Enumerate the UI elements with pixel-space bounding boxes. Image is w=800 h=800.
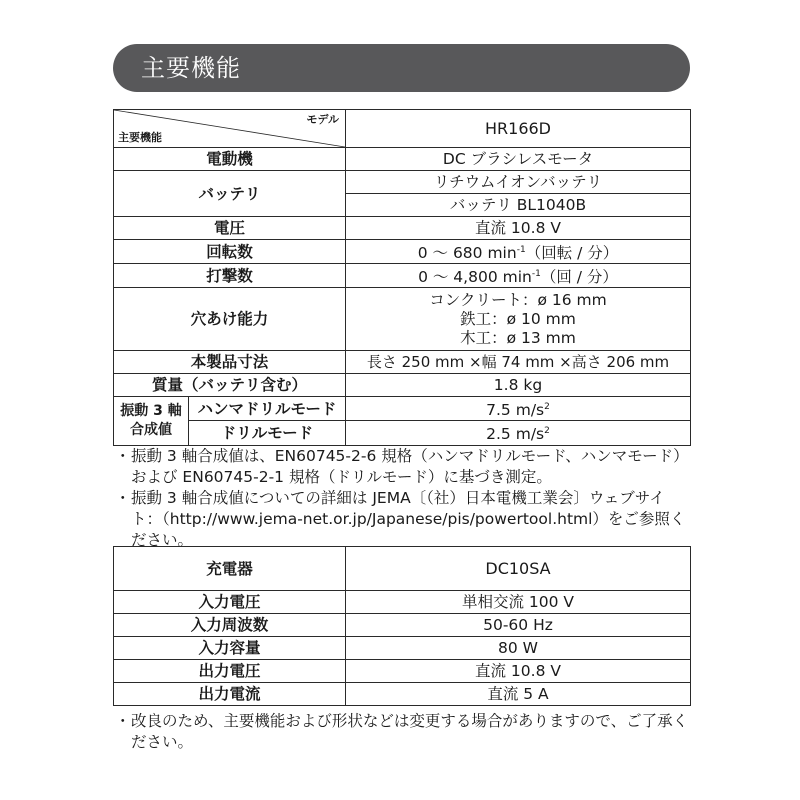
header-feature-label: 主要機能: [118, 131, 162, 144]
spec-header-diagonal-cell: [114, 110, 346, 148]
charger-header-label: 充電器: [114, 547, 346, 591]
note-text: 改良のため、主要機能および形状などは変更する場合がありますので、ご了承ください。: [131, 712, 689, 751]
impact-value-exponent: -1: [531, 269, 541, 280]
weight-label: 質量（バッテリ含む）: [114, 374, 346, 397]
vibration-group-label-line1: 振動 3 軸: [120, 402, 182, 419]
drill-vibration-value: [346, 421, 691, 445]
charger-table: [113, 546, 691, 706]
impact-label: 打撃数: [114, 264, 346, 288]
spec-row-voltage: [114, 217, 691, 240]
battery-value-model: バッテリ BL1040B: [346, 194, 691, 217]
drill-mode-label: ドリルモード: [189, 421, 346, 445]
voltage-value: 直流 10.8 V: [346, 217, 691, 240]
spec-row-weight: [114, 374, 691, 397]
charger-output-current-value: 直流 5 A: [346, 683, 691, 706]
charger-output-voltage-value: 直流 10.8 V: [346, 660, 691, 683]
spec-row-dimensions: [114, 351, 691, 374]
charger-row: [114, 683, 691, 706]
spec-header-row: [114, 110, 691, 148]
drilling-steel: 鉄工：ø 10 mm: [460, 309, 576, 328]
spec-row-drilling: [114, 288, 691, 351]
spec-row-vibration-hammer-drill: [114, 397, 691, 421]
header-model-label: モデル: [306, 113, 339, 126]
drill-vibration-exponent: 2: [544, 426, 550, 437]
charger-input-voltage-label: 入力電圧: [114, 591, 346, 614]
charger-header-row: [114, 547, 691, 591]
note-item: [113, 711, 693, 753]
hammer-drill-vibration-value: [346, 397, 691, 421]
note-bullet: ・: [115, 447, 131, 465]
spec-table: [113, 109, 691, 446]
vibration-group-label: [114, 397, 189, 445]
rpm-value-unit-note: （回転 / 分）: [525, 244, 619, 263]
weight-value: 1.8 kg: [346, 374, 691, 397]
charger-model: DC10SA: [346, 547, 691, 591]
hammer-drill-vibration-exponent: 2: [544, 402, 550, 413]
charger-input-capacity-value: 80 W: [346, 637, 691, 660]
section-title: 主要機能: [141, 54, 241, 82]
charger-output-current-label: 出力電流: [114, 683, 346, 706]
spec-row-rpm: [114, 240, 691, 264]
spec-row-motor: [114, 148, 691, 171]
drilling-wood: 木工：ø 13 mm: [460, 328, 576, 347]
note-item: [113, 488, 693, 551]
spec-row-battery: [114, 171, 691, 194]
note-bullet: ・: [115, 489, 131, 507]
charger-input-frequency-label: 入力周波数: [114, 614, 346, 637]
section-title-bar: [113, 44, 690, 92]
note-bullet: ・: [115, 712, 131, 730]
note-text: 振動 3 軸合成値は、EN60745-2-6 規格（ハンマドリルモード、ハンマモード）および EN60745-2-1 規格（ドリルモード）に基づき測定。: [131, 447, 689, 486]
motor-value: DC ブラシレスモータ: [346, 148, 691, 171]
hammer-drill-mode-label: ハンマドリルモード: [189, 397, 346, 421]
drilling-value: [346, 288, 691, 351]
rpm-value-exponent: -1: [516, 245, 526, 255]
charger-row: [114, 660, 691, 683]
spec-notes: [113, 446, 693, 551]
motor-label: 電動機: [114, 148, 346, 171]
dimensions-label: 本製品寸法: [114, 351, 346, 374]
impact-value-main: 0 ～ 4,800 min: [418, 268, 532, 287]
battery-label: バッテリ: [114, 171, 346, 217]
charger-input-frequency-value: 50-60 Hz: [346, 614, 691, 637]
spec-row-impact: [114, 264, 691, 288]
note-text: 振動 3 軸合成値についての詳細は JEMA〔（社）日本電機工業会〕ウェブサイト：（http://www.jema-net.or.jp/Japanese/pis/powertool.html）をご参照ください。: [131, 489, 686, 549]
impact-value: [346, 264, 691, 288]
charger-output-voltage-label: 出力電圧: [114, 660, 346, 683]
charger-row: [114, 614, 691, 637]
rpm-value-main: 0 ～ 680 min: [417, 244, 517, 263]
note-item: [113, 446, 693, 488]
hammer-drill-vibration-number: 7.5 m/s: [486, 401, 545, 420]
voltage-label: 電圧: [114, 217, 346, 240]
charger-input-voltage-value: 単相交流 100 V: [346, 591, 691, 614]
model-name: HR166D: [346, 110, 691, 148]
impact-value-unit-note: （回 / 分）: [540, 268, 618, 287]
spec-row-vibration-drill: [114, 421, 691, 445]
drill-vibration-number: 2.5 m/s: [486, 425, 545, 444]
dimensions-value: 長さ 250 mm ×幅 74 mm ×高さ 206 mm: [346, 351, 691, 374]
footer-notes: [113, 711, 693, 753]
charger-input-capacity-label: 入力容量: [114, 637, 346, 660]
charger-row: [114, 637, 691, 660]
battery-value-type: リチウムイオンバッテリ: [346, 171, 691, 194]
drilling-concrete: コンクリート：ø 16 mm: [429, 290, 607, 309]
rpm-value: [346, 240, 691, 264]
drilling-label: 穴あけ能力: [114, 288, 346, 351]
vibration-group-label-line2: 合成値: [130, 421, 172, 438]
rpm-label: 回転数: [114, 240, 346, 264]
charger-row: [114, 591, 691, 614]
